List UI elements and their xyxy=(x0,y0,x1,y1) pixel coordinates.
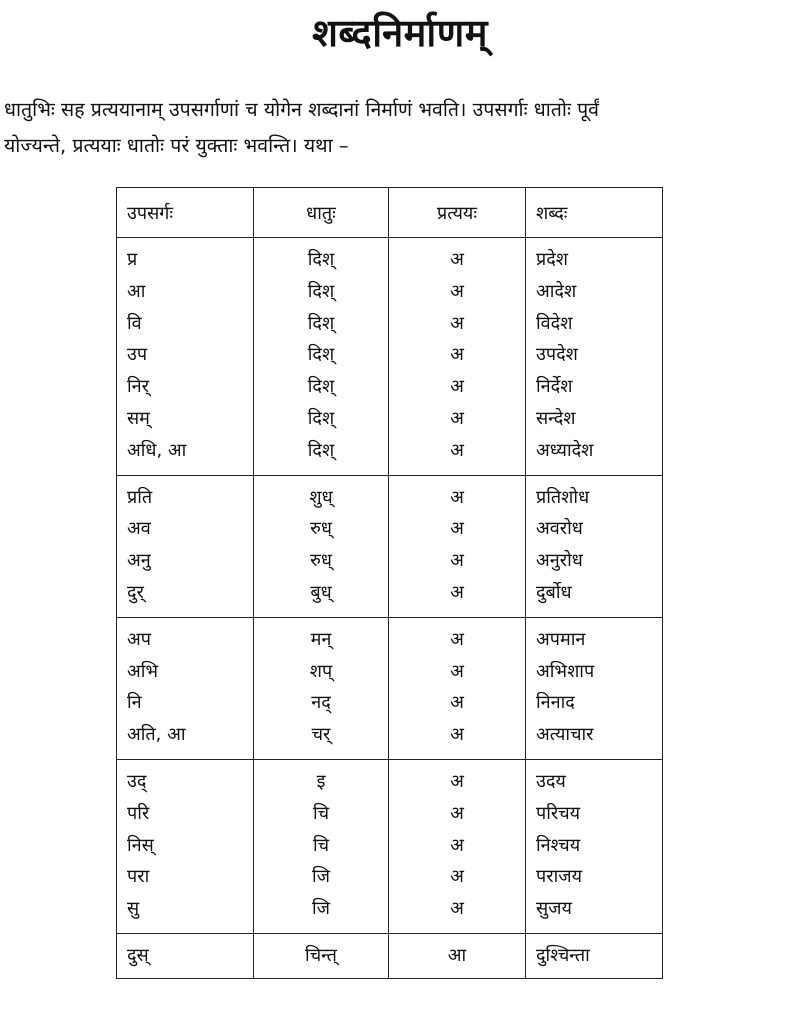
cell-pratyaya: अ xyxy=(450,898,464,920)
cell-dhatu: दिश् xyxy=(307,439,335,461)
cell-dhatu: मन् xyxy=(310,628,332,650)
cell-dhatu: चिन्त् xyxy=(305,944,337,966)
cell-shabda: अत्याचार xyxy=(536,724,594,746)
cell-dhatu: जि xyxy=(311,866,331,888)
cell-shabda: प्रतिशोध xyxy=(536,486,590,508)
cell-shabda: आदेश xyxy=(536,280,577,302)
table-group-row xyxy=(117,475,663,617)
word-formation-table xyxy=(116,187,663,979)
column-dhatu xyxy=(254,933,389,978)
column-pratyaya xyxy=(389,933,526,978)
column-dhatu xyxy=(254,238,389,476)
cell-upasarga: अधि, आ xyxy=(127,439,187,461)
cell-dhatu: दिश् xyxy=(307,312,335,334)
cell-shabda: दुर्बोध xyxy=(536,581,572,603)
column-dhatu xyxy=(254,759,389,933)
cell-dhatu: दिश् xyxy=(307,280,335,302)
column-shabda xyxy=(526,617,663,759)
cell-pratyaya: अ xyxy=(450,770,464,792)
cell-upasarga: उप xyxy=(127,344,148,366)
cell-dhatu: शुध् xyxy=(309,486,333,508)
column-shabda xyxy=(526,759,663,933)
cell-dhatu: नद् xyxy=(311,692,331,714)
cell-pratyaya: अ xyxy=(450,550,464,572)
column-dhatu xyxy=(254,617,389,759)
cell-pratyaya: अ xyxy=(450,312,464,334)
cell-shabda: दुश्चिन्ता xyxy=(536,944,590,966)
cell-pratyaya: अ xyxy=(450,724,464,746)
cell-shabda: अध्यादेश xyxy=(536,439,594,461)
header-shabda: शब्दः xyxy=(526,188,663,238)
intro-line-2: योज्यन्ते, प्रत्ययाः धातोः परं युक्ताः भवन्ति। यथा – xyxy=(4,134,349,157)
cell-shabda: सन्देश xyxy=(536,407,576,429)
table-body xyxy=(117,238,663,979)
cell-pratyaya: अ xyxy=(450,518,464,540)
cell-upasarga: अव xyxy=(127,518,151,540)
cell-pratyaya: अ xyxy=(450,692,464,714)
cell-upasarga: दुर् xyxy=(127,581,144,603)
table-group-row xyxy=(117,238,663,476)
column-upasarga xyxy=(117,759,254,933)
cell-dhatu: जि xyxy=(311,898,331,920)
cell-dhatu: चि xyxy=(312,802,330,824)
cell-upasarga: परा xyxy=(127,866,150,888)
column-shabda xyxy=(526,238,663,476)
cell-shabda: अभिशाप xyxy=(536,660,595,682)
column-upasarga xyxy=(117,238,254,476)
cell-pratyaya: अ xyxy=(450,344,464,366)
cell-shabda: अवरोध xyxy=(536,518,583,540)
column-upasarga xyxy=(117,617,254,759)
column-pratyaya xyxy=(389,238,526,476)
intro-line-1: धातुभिः सह प्रत्ययानाम् उपसर्गाणां च योगेन शब्दानां निर्माणं भवति। उपसर्गाः धातोः पूर्वं xyxy=(4,98,599,121)
cell-dhatu: रुध् xyxy=(310,518,332,540)
table-group-row xyxy=(117,759,663,933)
cell-upasarga: सम् xyxy=(127,407,150,429)
cell-dhatu: चर् xyxy=(311,724,331,746)
cell-shabda: अनुरोध xyxy=(536,550,583,572)
cell-shabda: निश्चय xyxy=(536,834,581,856)
header-pratyaya: प्रत्ययः xyxy=(389,188,526,238)
column-pratyaya xyxy=(389,475,526,617)
cell-pratyaya: अ xyxy=(450,581,464,603)
table-header-row xyxy=(117,188,663,238)
cell-pratyaya: अ xyxy=(450,866,464,888)
cell-shabda: निनाद xyxy=(536,692,575,714)
cell-pratyaya: अ xyxy=(450,802,464,824)
cell-pratyaya: अ xyxy=(450,280,464,302)
cell-shabda: उदय xyxy=(536,770,566,792)
header-dhatu: धातुः xyxy=(254,188,389,238)
cell-dhatu: दिश् xyxy=(307,376,335,398)
cell-pratyaya: अ xyxy=(450,834,464,856)
column-dhatu xyxy=(254,475,389,617)
cell-upasarga: अति, आ xyxy=(127,724,186,746)
column-shabda xyxy=(526,933,663,978)
cell-upasarga: प्र xyxy=(127,249,138,270)
cell-dhatu: चि xyxy=(312,834,330,856)
column-shabda xyxy=(526,475,663,617)
cell-upasarga: प्रति xyxy=(127,486,153,508)
cell-upasarga: आ xyxy=(127,280,146,302)
header-upasarga: उपसर्गः xyxy=(117,188,254,238)
cell-dhatu: रुध् xyxy=(310,550,332,572)
cell-shabda: परिचय xyxy=(536,802,581,824)
cell-upasarga: अभि xyxy=(127,660,159,682)
cell-upasarga: अनु xyxy=(127,550,151,572)
table-group-row xyxy=(117,617,663,759)
cell-pratyaya: अ xyxy=(450,376,464,398)
cell-upasarga: अप xyxy=(127,628,151,650)
page-title: शब्दनिर्माणम् xyxy=(312,11,488,55)
cell-dhatu: दिश् xyxy=(307,344,335,366)
cell-upasarga: नि xyxy=(127,692,142,714)
column-pratyaya xyxy=(389,759,526,933)
cell-upasarga: उद् xyxy=(127,770,147,792)
cell-upasarga: निर् xyxy=(127,376,150,398)
table-group-row xyxy=(117,933,663,978)
cell-upasarga: दुस् xyxy=(127,944,149,966)
cell-shabda: अपमान xyxy=(536,628,586,650)
cell-pratyaya: अ xyxy=(450,249,464,270)
cell-shabda: प्रदेश xyxy=(536,249,569,270)
cell-upasarga: वि xyxy=(127,312,142,334)
cell-pratyaya: आ xyxy=(447,944,467,966)
cell-shabda: सुजय xyxy=(536,898,572,920)
cell-pratyaya: अ xyxy=(450,486,464,508)
cell-pratyaya: अ xyxy=(450,439,464,461)
intro-paragraph xyxy=(4,92,796,164)
cell-shabda: पराजय xyxy=(536,866,583,888)
cell-dhatu: इ xyxy=(316,770,326,792)
cell-pratyaya: अ xyxy=(450,628,464,650)
cell-upasarga: निस् xyxy=(127,834,154,856)
cell-dhatu: दिश् xyxy=(307,249,335,270)
cell-pratyaya: अ xyxy=(450,407,464,429)
column-upasarga xyxy=(117,475,254,617)
cell-dhatu: दिश् xyxy=(307,407,335,429)
cell-dhatu: बुध् xyxy=(310,581,332,603)
cell-shabda: निर्देश xyxy=(536,376,573,398)
cell-shabda: विदेश xyxy=(536,312,573,334)
cell-dhatu: शप् xyxy=(309,660,333,682)
cell-upasarga: सु xyxy=(127,898,140,920)
cell-upasarga: परि xyxy=(127,802,150,824)
cell-pratyaya: अ xyxy=(450,660,464,682)
column-upasarga xyxy=(117,933,254,978)
column-pratyaya xyxy=(389,617,526,759)
cell-shabda: उपदेश xyxy=(536,344,578,366)
